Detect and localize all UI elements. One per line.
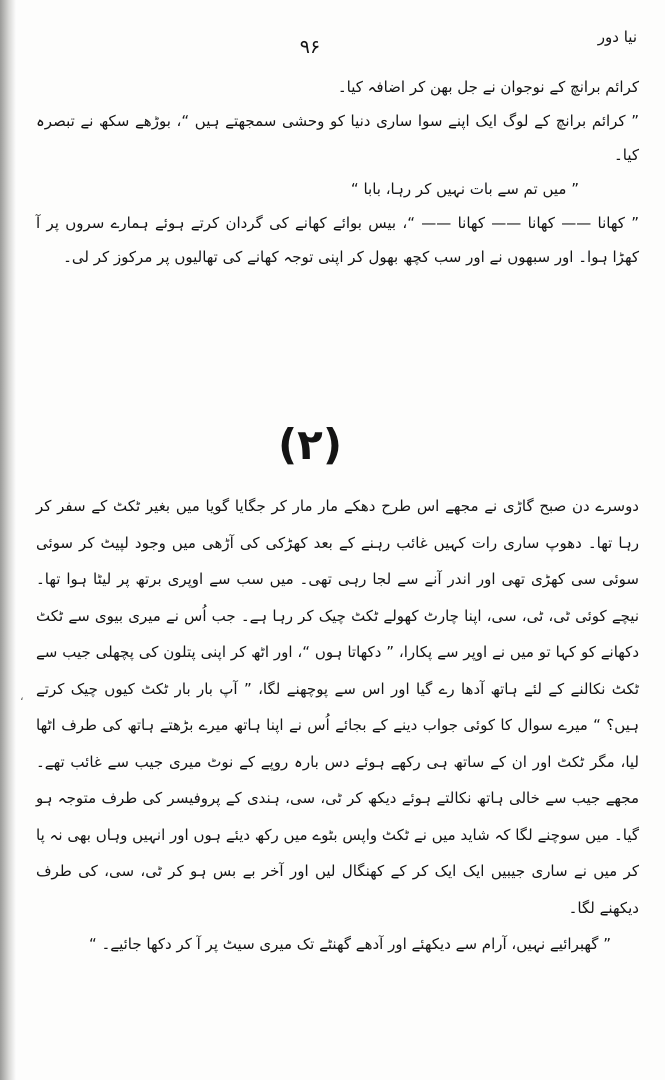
text-block-bottom — [36, 488, 639, 963]
section-number: (۲) — [277, 420, 343, 469]
paragraph: ” کرائم برانچ کے لوگ ایک اپنے سوا ساری دنیا کو وحشی سمجھتے ہیں “، بوڑھے سکھ نے تبصرہ کیا۔ — [36, 112, 639, 164]
paragraph: ” گھبرائیے نہیں، آرام سے دیکھئے اور آدھے گھنٹے تک میری سیٹ پر آ کر دکھا جائیے۔ “ — [88, 935, 611, 953]
page-number: ۹۶ — [299, 36, 321, 58]
paragraph: ” کھانا —— کھانا —— کھانا —— “، بیس بوائے کھانے کی گردان کرتے ہوئے ہمارے سروں پر آ کھڑا ہوا۔ اور سبھوں نے اور سب کچھ بھول کر اپنی توجہ کھانے کی تھالیوں پر مرکوز کر لی۔ — [36, 214, 639, 266]
running-header-title: نیا دور — [597, 28, 637, 46]
page-fold-shadow — [0, 0, 16, 1080]
margin-mark: ، — [20, 690, 24, 703]
paragraph: ” میں تم سے بات نہیں کر رہا، بابا “ — [350, 180, 579, 198]
paragraph: کرائم برانچ کے نوجوان نے جل بھن کر اضافہ کیا۔ — [337, 78, 639, 96]
paragraph: دوسرے دن صبح گاڑی نے مجھے اس طرح دھکے مار مار کر جگایا گویا میں بغیر ٹکٹ کے سفر کر رہا تھا۔ دھوپ ساری رات کہیں غائب رہنے کے بعد کھڑکی کی آڑھی میں وجود لپیٹ کر سوئی سوئی سی کھڑی تھی اور اندر آنے سے لجا رہی تھی۔ میں سب سے اوپری برتھ پر لیٹا ہوا تھا۔ نیچے کوئی ٹی، ٹی، سی، اپنا چارٹ کھولے ٹکٹ چیک کر رہا ہے۔ جب اُس نے میری بیوی سے ٹکٹ دکھانے کو کہا تو میں نے اوپر سے پکارا، ” دکھاتا ہوں “، اور اٹھ کر اپنی پتلون کی پچھلی جیب سے ٹکٹ نکالنے کے لئے ہاتھ آدھا رے گیا اور اس سے پوچھنے لگا، ” آپ بار بار ٹکٹ کیوں چیک کرتے ہیں؟ “ میرے سوال کا کوئی جواب دینے کے بجائے اُس نے اپنا ہاتھ میرے بڑھتے ہاتھ کی طرف اٹھا لیا، مگر ٹکٹ اور ان کے ساتھ ہی رکھے ہوئے دس بارہ روپے کے نوٹ میری جیب سے غائب تھے۔ مجھے جیب سے خالی ہاتھ نکالتے ہوئے دیکھ کر ٹی، سی، ہندی کے پروفیسر کی طرف متوجہ ہو گیا۔ میں سوچنے لگا کہ شاید میں نے ٹکٹ واپس بٹوے میں رکھ دیئے ہوں اور انہیں وہاں بھی نہ پا کر میں نے ساری جیبیں ایک ایک کر کے کھنگال لیں اور آخر بے بس ہو کر ٹی، سی، کی طرف دیکھنے لگا۔ — [36, 497, 639, 917]
text-block-top — [36, 70, 639, 274]
